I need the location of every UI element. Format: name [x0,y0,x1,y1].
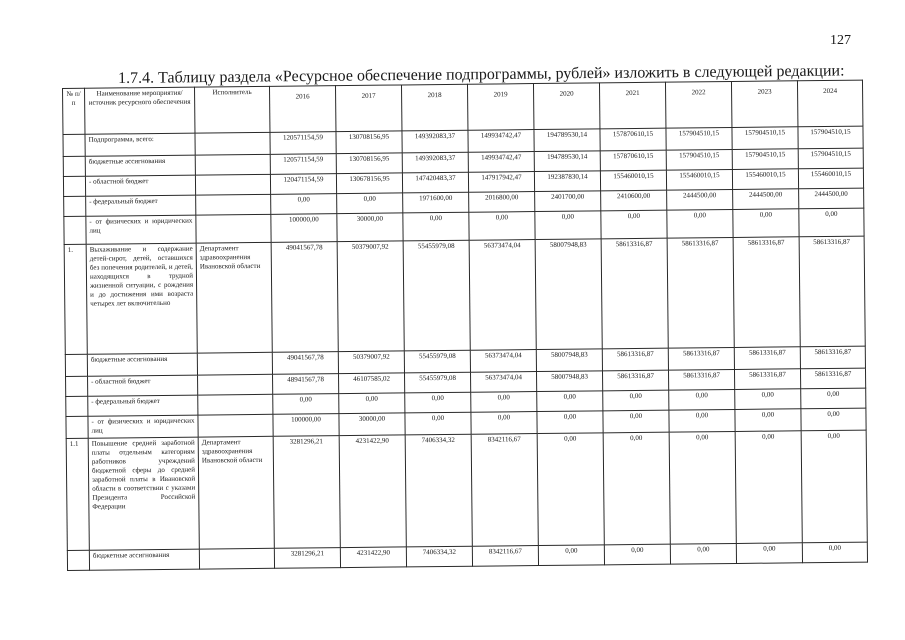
row-value: 157904510,15 [798,126,863,149]
row-value: 0,00 [670,543,736,564]
row-value: 149392083,37 [402,152,468,173]
row-value: 8342116,67 [471,434,538,547]
row-value: 58613316,87 [734,347,800,370]
row-value: 55455979,08 [403,240,470,351]
row-value: 7406334,32 [405,434,472,547]
row-value: 155460010,15 [666,169,732,190]
row-value: 2016800,00 [469,192,535,213]
row-value: 120571154,59 [270,132,336,155]
row-value: 0,00 [273,394,339,415]
row-value: 30000,00 [339,413,405,436]
table-body [63,126,868,570]
row-value: 0,00 [802,542,867,563]
row-number [64,216,86,244]
row-number [67,550,89,570]
row-value: 0,00 [801,388,866,409]
row-number [66,376,88,396]
row-value: 147917942,47 [468,172,534,193]
row-value: 0,00 [271,194,337,215]
row-value: 157904510,15 [798,148,863,169]
row-value: 48941567,78 [273,374,339,395]
row-value: 0,00 [801,430,867,543]
row-value: 58613316,87 [668,369,734,390]
row-value: 0,00 [669,389,735,410]
row-value: 149934742,47 [468,130,534,153]
row-value: 50379007,92 [337,241,404,352]
header-row [63,80,863,134]
row-value: 30000,00 [337,213,403,242]
row-value: 0,00 [733,209,799,238]
resource-table-container [62,80,868,571]
row-number: 1. [64,244,87,354]
header-year: 2020 [533,83,599,130]
page-number: 127 [830,33,851,48]
section-heading: 1.7.4. Таблицу раздела «Ресурсное обеспечение подпрограммы, рублей» изложить в следующей редакции: [118,62,845,87]
row-name: Выхаживание и содержание детей-сирот, детей, оставшихся без попечения родителей, и детей, находящихся в трудной жизненной ситуации, с рождения и до достижения ими возраста четырех лет включительно [86,243,197,354]
row-executor [195,174,270,195]
row-value: 3281296,21 [273,436,340,549]
row-value: 0,00 [601,210,667,239]
row-number [63,176,85,196]
row-name: - областной бюджет [85,175,195,196]
row-value: 58613316,87 [734,369,800,390]
row-value: 0,00 [469,212,535,241]
row-value: 149392083,37 [402,130,468,153]
row-value: 56373474,04 [469,240,536,351]
row-value: 0,00 [535,211,601,240]
row-value: 46107585,02 [339,373,405,394]
row-name: - от физических и юридических лиц [86,215,196,244]
row-value: 2444500,00 [733,189,799,210]
row-value: 130678156,95 [336,173,402,194]
row-value: 0,00 [735,389,801,410]
header-year: 2019 [467,84,533,131]
row-executor [197,352,272,375]
row-value: 157904510,15 [732,127,798,150]
header-year: 2023 [731,81,797,128]
row-name: - федеральный бюджет [88,395,198,416]
row-value: 0,00 [403,212,469,241]
row-value: 58613316,87 [667,237,734,348]
header-year: 2017 [335,85,401,132]
row-value: 0,00 [799,208,864,237]
row-value: 0,00 [603,390,669,411]
row-value: 4231422,90 [340,547,406,568]
row-value: 2410600,00 [601,190,667,211]
row-executor [196,194,271,215]
header-name: Наименование мероприятия/источник ресурсного обеспечения [85,87,195,134]
row-value: 0,00 [537,411,603,434]
row-number [64,196,86,216]
row-value: 55455979,08 [405,372,471,393]
row-number: 1.1 [66,438,89,550]
row-value: 0,00 [667,209,733,238]
row-value: 157904510,15 [666,149,732,170]
row-executor [199,548,274,569]
row-value: 0,00 [337,193,403,214]
row-value: 0,00 [537,433,604,546]
row-name: - от физических и юридических лиц [88,415,198,438]
row-value: 56373474,04 [470,372,536,393]
row-executor: Департамент здравоохранения Ивановской области [196,242,272,353]
header-year: 2024 [797,80,862,127]
row-value: 194789530,14 [534,129,600,152]
row-name: - федеральный бюджет [86,195,196,216]
row-value: 8342116,67 [472,546,538,567]
row-value: 120471154,59 [270,174,336,195]
row-number [63,156,85,176]
row-value: 147420483,37 [402,172,468,193]
row-value: 49041567,78 [272,352,338,375]
resource-table [62,80,868,571]
row-value: 2444500,00 [799,188,864,209]
row-executor [198,414,273,437]
row-value: 55455979,08 [404,350,470,373]
row-value: 157870610,15 [600,150,666,171]
row-value: 0,00 [471,392,537,413]
row-value: 0,00 [801,408,866,431]
header-year: 2021 [599,82,665,129]
row-value: 58613316,87 [601,238,668,349]
row-value: 155460010,15 [798,168,863,189]
row-value: 0,00 [471,412,537,435]
row-value: 58613316,87 [799,236,865,347]
row-value: 0,00 [604,544,670,565]
row-name: бюджетные ассигнования [87,353,197,376]
row-value: 0,00 [735,431,802,544]
row-value: 157904510,15 [732,149,798,170]
row-value: 4231422,90 [339,435,406,548]
row-value: 0,00 [405,392,471,413]
row-value: 155460010,15 [732,169,798,190]
row-value: 0,00 [538,545,604,566]
row-value: 100000,00 [273,414,339,437]
row-value: 2444500,00 [667,189,733,210]
row-value: 0,00 [405,412,471,435]
row-value: 3281296,21 [274,548,340,569]
row-value: 58613316,87 [602,348,668,371]
row-value: 58613316,87 [733,237,800,348]
row-value: 0,00 [736,543,802,564]
row-name: бюджетные ассигнования [85,155,195,176]
row-value: 157870610,15 [600,128,666,151]
table-row [66,430,867,550]
header-num: № п/п [63,88,85,134]
row-executor [196,214,271,243]
row-value: 56373474,04 [470,350,536,373]
row-number [66,396,88,416]
row-value: 58007948,83 [536,371,602,392]
row-value: 58613316,87 [668,347,734,370]
row-executor [195,132,270,155]
row-executor [198,394,273,415]
row-value: 0,00 [339,393,405,414]
row-value: 0,00 [735,409,801,432]
row-value: 58613316,87 [602,370,668,391]
row-value: 58007948,83 [536,349,602,372]
row-value: 0,00 [603,432,670,545]
row-executor [195,154,270,175]
row-value: 50379007,92 [338,351,404,374]
row-name: Повышение средней заработной платы отдельным категориям работников учреждений бюджетной сферы до средней заработной платы в Ивановской области в соответствии с указами Президента Российской Федерации [88,437,199,550]
row-value: 0,00 [669,431,736,544]
table-row [64,236,865,354]
row-value: 130708156,95 [336,153,402,174]
row-value: 7406334,32 [406,546,472,567]
row-executor: Департамент здравоохранения Ивановской области [198,436,274,549]
row-value: 0,00 [603,410,669,433]
row-executor [198,374,273,395]
row-value: 49041567,78 [271,242,338,353]
row-value: 58613316,87 [800,368,865,389]
row-value: 155460010,15 [600,170,666,191]
row-number [65,354,87,376]
row-value: 120571154,59 [270,154,336,175]
row-value: 100000,00 [271,214,337,243]
row-value: 2401700,00 [535,191,601,212]
row-name: бюджетные ассигнования [89,549,199,570]
row-number [63,134,85,156]
header-year: 2018 [401,84,467,131]
header-executor: Исполнитель [194,86,269,133]
row-name: - областной бюджет [88,375,198,396]
header-year: 2022 [665,81,731,128]
row-value: 58613316,87 [800,346,865,369]
row-value: 149934742,47 [468,152,534,173]
row-name: Подпрограмма, всего: [85,133,195,156]
row-value: 0,00 [537,391,603,412]
row-number [66,416,88,438]
header-year: 2016 [269,86,335,133]
row-value: 157904510,15 [666,127,732,150]
row-value: 192387830,14 [534,171,600,192]
row-value: 130708156,95 [336,131,402,154]
row-value: 194789530,14 [534,151,600,172]
row-value: 0,00 [669,409,735,432]
row-value: 58007948,83 [535,239,602,350]
row-value: 1971600,00 [403,192,469,213]
